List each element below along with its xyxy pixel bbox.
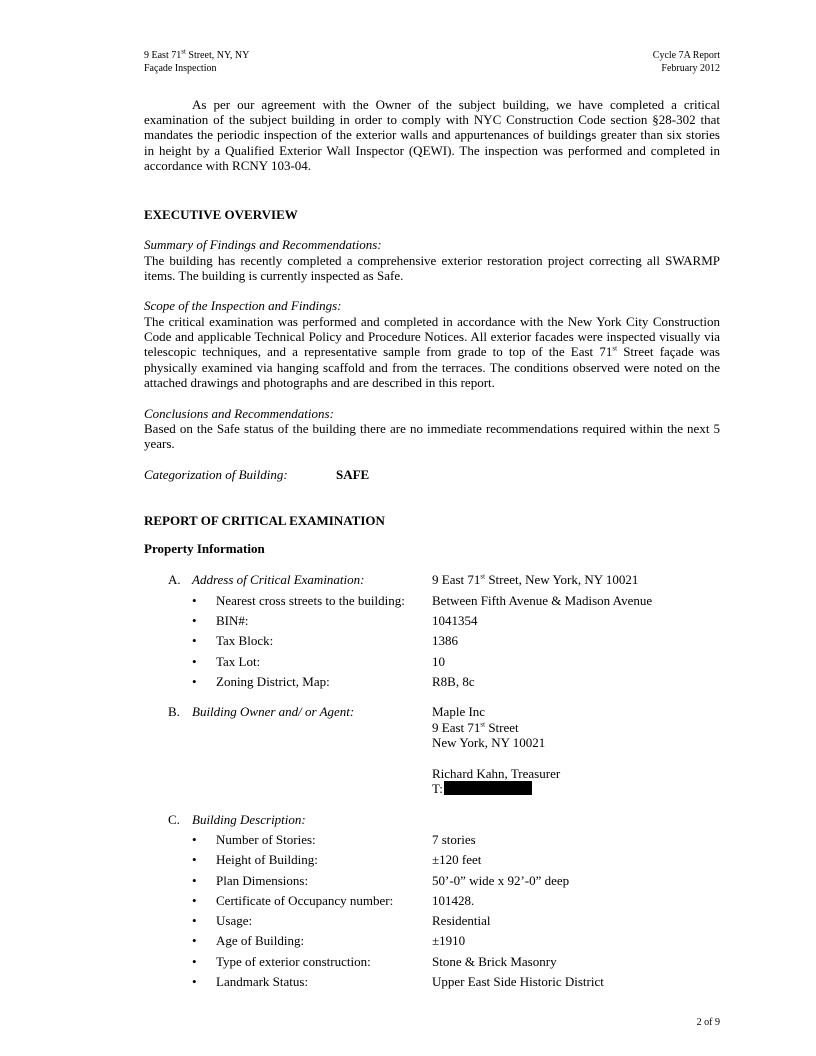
item-label: Certificate of Occupancy number: (216, 893, 394, 908)
section-a-letter: A. (168, 572, 181, 587)
bullet: • (192, 893, 197, 908)
header-facade: Façade Inspection (144, 63, 217, 74)
item-value: 50’-0” wide x 92’-0” deep (432, 873, 570, 888)
header-date: February 2012 (661, 63, 720, 74)
item-label: Height of Building: (216, 852, 318, 867)
item-label: Tax Lot: (216, 654, 261, 669)
bullet: • (192, 933, 197, 948)
bullet: • (192, 593, 197, 608)
item-value: R8B, 8c (432, 674, 475, 689)
item-label: Plan Dimensions: (216, 873, 309, 888)
conclusions-text: Based on the Safe status of the building there are no immediate recommendations required within the next 5 years. (144, 421, 720, 452)
item-label: Zoning District, Map: (216, 674, 330, 689)
bullet: • (192, 913, 197, 928)
item-label: Nearest cross streets to the building: (216, 593, 405, 608)
owner-address-2: New York, NY 10021 (432, 735, 546, 750)
scope-label: Scope of the Inspection and Findings: (144, 298, 342, 313)
item-label: Usage: (216, 913, 253, 928)
item-value: Upper East Side Historic District (432, 974, 604, 989)
report-heading: REPORT OF CRITICAL EXAMINATION (144, 513, 385, 528)
item-label: Landmark Status: (216, 974, 309, 989)
bullet: • (192, 832, 197, 847)
item-label: Tax Block: (216, 633, 274, 648)
intro-paragraph: As per our agreement with the Owner of the subject building, we have completed a critical examination of the subject building in order to comply with NYC Construction Code section §28-302 that mandates the periodic inspection of the exterior walls and appurtenances of buildings greater than six stories in height by a Qualified Exterior Wall Inspector (QEWI). The inspection was performed and completed in accordance with RCNY 103-04. (144, 97, 720, 173)
item-value: Residential (432, 913, 491, 928)
item-label: Age of Building: (216, 933, 305, 948)
redaction-box (444, 781, 532, 795)
item-value: 7 stories (432, 832, 476, 847)
header-address: 9 East 71st Street, NY, NY (144, 47, 250, 61)
bullet: • (192, 654, 197, 669)
section-c-label: Building Description: (192, 812, 306, 827)
header-left (144, 49, 249, 75)
header-right (653, 49, 720, 75)
owner-phone: T: (432, 781, 532, 796)
exec-heading: EXECUTIVE OVERVIEW (144, 207, 298, 222)
item-value: ±120 feet (432, 852, 482, 867)
item-value: 1041354 (432, 613, 478, 628)
item-value: Stone & Brick Masonry (432, 954, 557, 969)
section-b-letter: B. (168, 704, 180, 719)
item-label: Type of exterior construction: (216, 954, 371, 969)
section-c-letter: C. (168, 812, 180, 827)
bullet: • (192, 852, 197, 867)
item-value: 1386 (432, 633, 458, 648)
conclusions-label: Conclusions and Recommendations: (144, 406, 334, 421)
header-cycle: Cycle 7A Report (652, 50, 720, 61)
scope-text: The critical examination was performed and completed in accordance with the New York City Construction Code and applicable Technical Policy and Procedure Notices. All exterior facades were inspected visually via telescopic techniques, and a representative sample from grade to top of the East 71st Street façade was physically examined via hanging scaffold and from the terraces. The conditions observed were noted on the attached drawings and photographs and are described in this report. (144, 314, 720, 390)
property-heading: Property Information (144, 541, 265, 556)
category-value: SAFE (336, 467, 370, 482)
section-b-label: Building Owner and/ or Agent: (192, 704, 355, 719)
item-value: Between Fifth Avenue & Madison Avenue (432, 593, 653, 608)
category-label: Categorization of Building: (144, 467, 288, 482)
page-number: 2 of 9 (696, 1017, 720, 1028)
bullet: • (192, 873, 197, 888)
owner-address-1: 9 East 71st Street (432, 720, 519, 735)
item-value: 10 (432, 654, 445, 669)
bullet: • (192, 974, 197, 989)
section-a-label: Address of Critical Examination: (192, 572, 365, 587)
item-value: ±1910 (432, 933, 466, 948)
bullet: • (192, 633, 197, 648)
owner-name: Maple Inc (432, 704, 486, 719)
summary-label: Summary of Findings and Recommendations: (144, 237, 382, 252)
item-label: Number of Stories: (216, 832, 316, 847)
bullet: • (192, 613, 197, 628)
section-a-value: 9 East 71st Street, New York, NY 10021 (432, 572, 639, 587)
item-value: 101428. (432, 893, 475, 908)
summary-text: The building has recently completed a comprehensive exterior restoration project correcting all SWARMP items. The building is currently inspected as Safe. (144, 253, 720, 284)
item-label: BIN#: (216, 613, 249, 628)
bullet: • (192, 674, 197, 689)
bullet: • (192, 954, 197, 969)
owner-contact: Richard Kahn, Treasurer (432, 766, 561, 781)
